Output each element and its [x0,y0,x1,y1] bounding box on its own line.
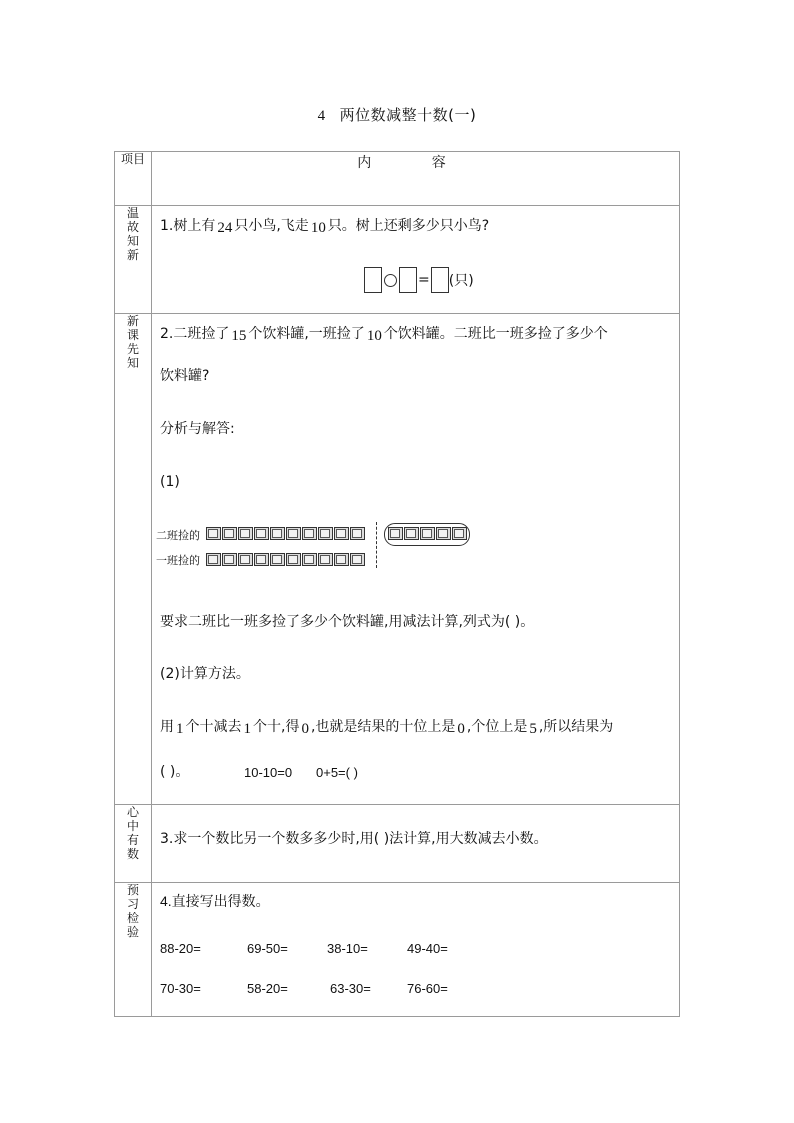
method-number-3: 0 [301,721,309,737]
section-label-heart-text: 心中有数 [126,805,139,861]
can-cube [302,553,317,566]
method-text-a: 用 [160,719,174,735]
section-preview [115,883,680,1017]
exercise-2: 69-50= [247,941,288,956]
exercise-8: 76-60= [407,981,448,996]
calc-tens: 10-10=0 [244,765,293,780]
section-content-new [152,314,680,805]
q1-text-c: 只。树上还剩多少只小鸟? [327,218,490,234]
exercise-6: 58-20= [247,981,288,996]
can-cube [350,553,365,566]
method-text-b: 个十减去 [185,719,242,735]
equals-sign: = [418,272,430,288]
can-cube [238,553,253,566]
question-2-line2: 饮料罐? [160,368,210,384]
part-2-label: (2)计算方法。 [160,666,250,682]
part-1-label: (1) [160,474,180,490]
can-cube [238,527,253,540]
extra-cubes [388,527,468,540]
can-cube [350,527,365,540]
can-cube [420,527,435,540]
can-cube [286,553,301,566]
can-cube [286,527,301,540]
q1-text-a: 1.树上有 [160,218,216,234]
section-label-review-text: 温故知新 [126,206,139,262]
section-new [115,314,680,805]
section-label-heart [115,805,152,883]
lesson-number: 4 [317,108,326,124]
can-cube [388,527,403,540]
exercise-4: 49-40= [407,941,448,956]
worksheet-table [114,151,680,1017]
dashed-divider [376,522,377,568]
exercise-5: 70-30= [160,981,201,996]
can-cube [254,527,269,540]
q2-text-a: 2.二班捡了 [160,326,230,342]
exercise-7: 63-30= [330,981,371,996]
answer-box-2[interactable] [399,267,417,293]
q2-number-class1: 10 [366,328,382,344]
q1-number-birds: 24 [217,220,233,236]
page-title [0,104,794,125]
section-label-new-text: 新课先知 [126,314,139,370]
method-number-2: 1 [243,721,251,737]
can-cube [452,527,467,540]
section-content-review [152,206,680,314]
equation-unit: (只) [448,273,474,289]
answer-box-1[interactable] [364,267,382,293]
section-content-preview [152,883,680,1017]
can-cube [206,527,221,540]
class2-label: 二班捡的 [156,529,200,542]
section-heart [115,805,680,883]
can-cube [254,553,269,566]
class2-cubes [206,527,366,540]
can-cube [222,527,237,540]
class1-cubes [206,553,366,566]
method-text-f: ,所以结果为 [538,719,614,735]
question-3: 3.求一个数比另一个数多多少时,用( )法计算,用大数减去小数。 [160,831,548,847]
question-2-line1 [160,324,608,344]
section-label-new [115,314,152,805]
header-col-content-text: 内 容 [357,155,474,171]
class1-label: 一班捡的 [156,554,200,567]
can-cube [302,527,317,540]
exercise-1: 88-20= [160,941,201,956]
can-cube [206,553,221,566]
calc-ones: 0+5=( ) [316,765,358,780]
q1-number-flew: 10 [310,220,326,236]
q2-number-class2: 15 [231,328,247,344]
operator-circle[interactable] [384,274,397,287]
section-label-review [115,206,152,314]
section-content-heart [152,805,680,883]
header-row [115,152,680,206]
difference-oval [384,523,470,546]
q1-text-b: 只小鸟,飞走 [234,218,309,234]
exercise-3: 38-10= [327,941,368,956]
method-text-d: ,也就是结果的十位上是 [310,719,456,735]
header-col-item [115,152,152,206]
can-cube [318,527,333,540]
section-label-preview-text: 预习检验 [126,883,139,939]
can-cube [318,553,333,566]
can-cube [270,553,285,566]
q2-text-c: 个饮料罐。二班比一班多捡了多少个 [383,326,608,342]
result-blank: ( )。 [160,764,190,780]
cans-diagram [156,522,496,572]
analysis-heading: 分析与解答: [160,421,235,437]
method-number-1: 1 [176,721,184,737]
q2-text-b: 个饮料罐,一班捡了 [248,326,365,342]
can-cube [334,527,349,540]
can-cube [222,553,237,566]
can-cube [334,553,349,566]
method-text-c: 个十,得 [253,719,300,735]
section-review [115,206,680,314]
header-col-content [152,152,680,206]
method-number-5: 5 [529,721,537,737]
can-cube [436,527,451,540]
can-cube [404,527,419,540]
lesson-title: 两位数减整十数(一) [339,106,477,124]
question-1 [160,216,489,236]
section-label-preview [115,883,152,1017]
method-number-4: 0 [457,721,465,737]
equation-boxes [364,267,474,293]
part-1-text: 要求二班比一班多捡了多少个饮料罐,用减法计算,列式为( )。 [160,614,535,630]
method-text [160,717,613,737]
answer-box-3[interactable] [431,267,449,293]
can-cube [270,527,285,540]
header-col-item-text: 项目 [120,152,145,166]
method-text-e: ,个位上是 [466,719,528,735]
question-4: 4.直接写出得数。 [160,893,270,909]
